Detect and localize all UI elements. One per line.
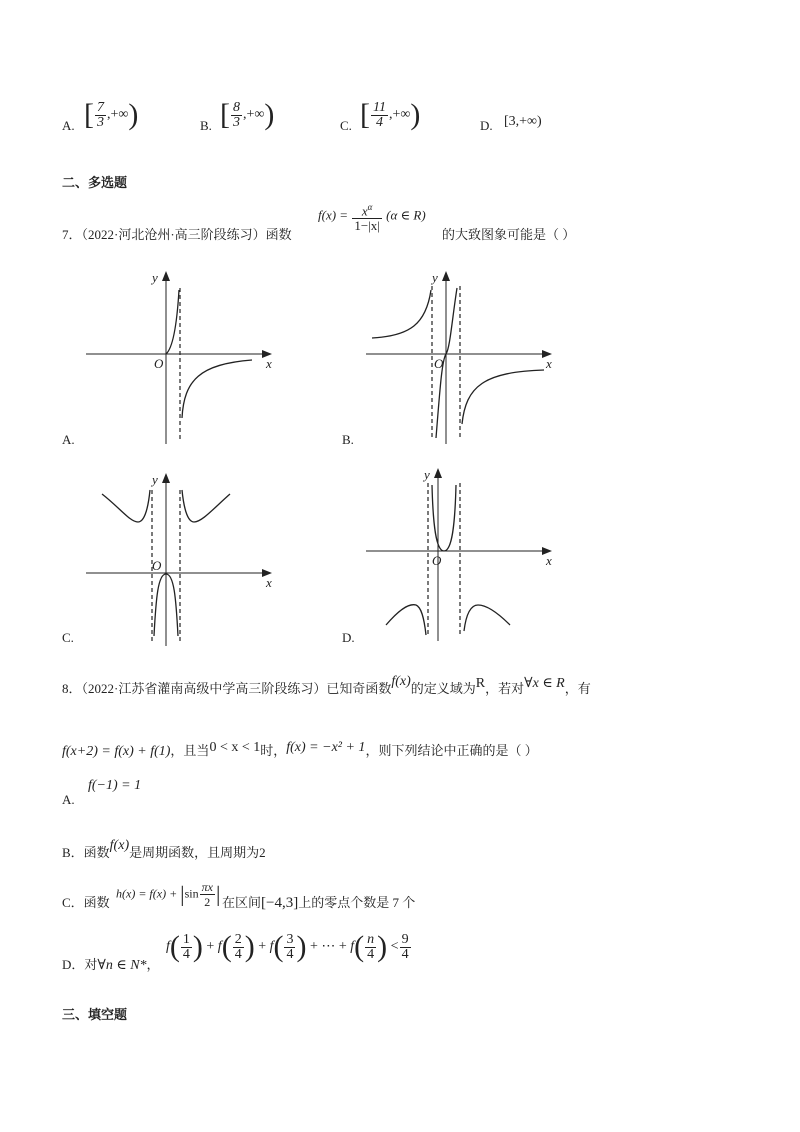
q7-a-origin-label: O xyxy=(154,356,164,371)
q7-b-x-label: x xyxy=(546,356,552,371)
q8-b-label: B．函数 xyxy=(62,845,110,860)
q7-b-origin-label: O xyxy=(434,356,444,371)
q6-b-tail: ,+∞ xyxy=(243,107,265,123)
section-heading-multiple-choice: 二、多选题 xyxy=(62,176,128,191)
q7-graph-b xyxy=(360,268,560,448)
q8-c-end: 上的零点个数是 7 个 xyxy=(298,895,416,910)
q8-eq1: f(x+2) = f(x) + f(1) xyxy=(62,744,171,759)
q8-d-t3-num: 3 xyxy=(286,931,294,947)
q7-b-y-label: y xyxy=(432,270,438,285)
q8-c-sin: sin xyxy=(184,886,199,901)
q8-d-rhs-den: 4 xyxy=(401,946,409,962)
q7-suffix: 的大致图象可能是（ ） xyxy=(442,227,576,242)
q8-forall: ∀x ∈ R xyxy=(524,676,565,691)
q8-d-tn-den: 4 xyxy=(367,946,375,962)
q8-d-t1-den: 4 xyxy=(182,946,190,962)
q7-c-y-label: y xyxy=(152,472,158,487)
q7-option-a-label: A. xyxy=(62,432,75,447)
q6-option-c: [ $\frac{11}{4}$ ,+∞) xyxy=(360,98,421,131)
q8-option-c-label: C．函数 xyxy=(62,895,110,910)
q6-option-c-label: C. xyxy=(340,118,352,133)
q6-option-a: [ $\frac{7}{3}$ ,+∞) xyxy=(84,98,139,131)
q6-option-a-label: A. xyxy=(62,118,75,133)
q6-c-den: 4 xyxy=(375,114,383,130)
q8-b-fx: f(x) xyxy=(109,838,130,853)
q8-stem-line2 xyxy=(62,740,538,760)
q7-sup: α xyxy=(367,202,373,212)
q7-d-y-label: y xyxy=(424,467,430,482)
q8-stem-line1 xyxy=(62,674,591,698)
q6-c-num: 11 xyxy=(373,99,386,115)
q6-option-b: [ $\frac{8}{3}$ ,+∞) xyxy=(220,98,275,131)
q7-graph-d xyxy=(360,465,560,645)
q8-option-d-label xyxy=(62,954,160,974)
q8-option-a: f(−1) = 1 xyxy=(88,778,142,793)
q7-option-d-label: D. xyxy=(342,630,355,645)
q7-d-origin-label: O xyxy=(432,553,442,568)
q7-option-c-label: C. xyxy=(62,630,74,645)
q7-c-origin-label: O xyxy=(152,558,162,573)
q6-a-den: 3 xyxy=(97,114,104,130)
q8-option-c-math: h(x) = f(x) + |sin $\frac{\pi x}{2}$ | xyxy=(116,880,221,909)
section-heading-fill-in: 三、填空题 xyxy=(62,1008,128,1023)
q8-fx: f(x) xyxy=(391,674,411,689)
q8-b-text: 是周期函数，且周期为2 xyxy=(129,845,266,860)
q8-end: ，有 xyxy=(564,681,591,696)
q8-l2-mid: ，且当 xyxy=(170,743,210,758)
q6-c-tail: ,+∞ xyxy=(388,107,411,123)
q7-a-y-label: y xyxy=(152,270,158,285)
q7-a-x-label: x xyxy=(266,356,272,371)
q8-d-t3-den: 4 xyxy=(286,946,294,962)
q6-b-den: 3 xyxy=(233,114,240,130)
q6-b-num: 8 xyxy=(233,99,240,115)
q6-b-close: ) xyxy=(264,98,275,131)
q6-option-d: [3,+∞) xyxy=(504,114,542,129)
q8-mid2: ，若对 xyxy=(485,681,525,696)
q8-option-b xyxy=(62,838,266,862)
q8-d-rhs-num: 9 xyxy=(401,931,409,947)
q8-eq2: f(x) = −x² + 1 xyxy=(286,740,366,755)
q8-option-a-label: A. xyxy=(62,792,75,807)
q7-option-b-label: B. xyxy=(342,432,354,447)
q8-c-den: 2 xyxy=(204,895,211,909)
q8-option-d-sum: f( $\frac{1}{4}$ ) + f( $\frac{2}{4}$ ) + f( $\frac{3}{4}$ ) + ⋯ + f( $\frac{n}{4}$ ) < $\frac{9}{4}$ xyxy=(166,930,409,963)
q6-option-b-label: B. xyxy=(200,118,212,133)
q8-cond: 0 < x < 1 xyxy=(209,740,261,755)
q7-graph-c xyxy=(80,470,280,650)
q8-option-c-rest xyxy=(222,892,415,912)
q7-prefix: 7．（2022·河北沧州·高三阶段练习）函数 xyxy=(62,227,292,242)
q6-a-num: 7 xyxy=(97,99,104,115)
q7-f: f(x) = xyxy=(318,207,349,223)
q7-den: 1−|x| xyxy=(354,218,380,234)
q8-d-label: D．对 xyxy=(62,957,98,972)
q8-c-mid: 在区间 xyxy=(222,895,262,910)
q8-c-interval: [−4,3] xyxy=(261,895,299,911)
q8-d-t2-den: 4 xyxy=(234,946,242,962)
q8-mid: 的定义域为 xyxy=(410,681,476,696)
q7-d-x-label: x xyxy=(546,553,552,568)
q6-a-tail: ,+∞ xyxy=(107,107,129,123)
q7-function xyxy=(318,200,426,233)
q6-a-close: ) xyxy=(128,98,139,131)
q8-d-t2-num: 2 xyxy=(234,931,242,947)
q8-l2-mid2: 时， xyxy=(260,743,287,758)
q8-R: R xyxy=(475,676,486,691)
q8-c-num: πx xyxy=(201,880,213,894)
q7-num: x xyxy=(361,203,368,219)
q8-d-tn-num: n xyxy=(367,931,375,947)
q6-option-d-label: D. xyxy=(480,118,493,133)
q6-c-close: ) xyxy=(410,98,421,131)
q7-graph-a xyxy=(80,268,280,448)
q8-c-h: h(x) = f(x) + xyxy=(116,886,181,901)
q8-d-forall: ∀n ∈ N* xyxy=(97,958,147,973)
q8-d-comma: ， xyxy=(146,957,160,972)
q8-prefix: 8．（2022·江苏省灌南高级中学高三阶段练习）已知奇函数 xyxy=(62,681,392,696)
q7-cond: (α ∈ R) xyxy=(386,207,426,223)
q8-l2-end: ，则下列结论中正确的是（ ） xyxy=(365,743,538,758)
q8-d-t1-num: 1 xyxy=(182,931,190,947)
q7-c-x-label: x xyxy=(266,575,272,590)
